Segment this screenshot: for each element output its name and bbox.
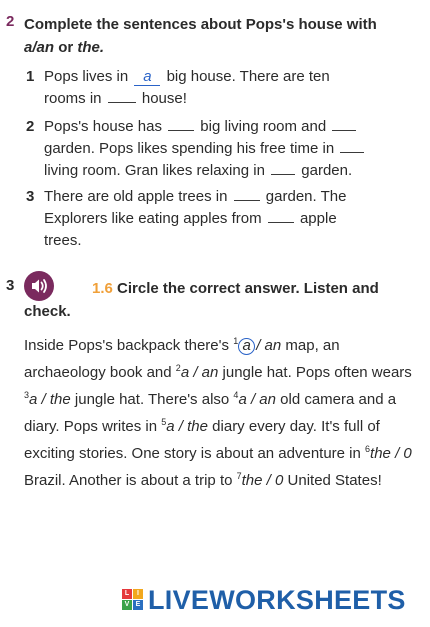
gap-number: 1 xyxy=(233,336,239,346)
item-text: garden. xyxy=(301,162,353,179)
exercise-3-title xyxy=(24,277,419,323)
item-text: apple xyxy=(299,210,337,227)
answer-blank[interactable]: a xyxy=(134,69,160,86)
answer-blank[interactable] xyxy=(234,186,260,201)
item-number: 1 xyxy=(26,68,35,85)
exercise-3-number: 3 xyxy=(6,277,15,294)
item-text: Pops lives in xyxy=(44,68,129,85)
paragraph-text: old camera and a diary. Pops writes in xyxy=(24,391,397,435)
item-text: big living room and xyxy=(200,118,327,135)
answer-blank[interactable] xyxy=(168,116,194,131)
item-text: rooms in xyxy=(44,90,102,107)
answer-option[interactable]: a / the xyxy=(166,418,208,435)
answer-option[interactable]: / an xyxy=(256,337,282,354)
paragraph-text: United States! xyxy=(287,472,382,489)
circled-answer[interactable]: a xyxy=(238,338,255,355)
answer-blank[interactable] xyxy=(268,208,294,223)
item-text: garden. The xyxy=(265,188,347,205)
exercise-2-title-the: the. xyxy=(77,39,105,56)
gap-number: 7 xyxy=(236,471,242,481)
logo-text: LIVEWORKSHEETS xyxy=(148,585,406,615)
paragraph-text: map, an archaeology book and xyxy=(24,337,340,381)
gap-number: 6 xyxy=(365,444,371,454)
item-text: living room. Gran likes relaxing in xyxy=(44,162,265,179)
exercise-2-number: 2 xyxy=(6,13,15,30)
logo-badge-letter: L xyxy=(122,589,132,599)
answer-option[interactable]: the / 0 xyxy=(241,472,284,489)
answer-option[interactable]: the / 0 xyxy=(370,445,412,462)
exercise-2-item-1 xyxy=(26,66,414,110)
paragraph-text: jungle hat. Pops often wears xyxy=(222,364,412,381)
gap-number: 2 xyxy=(175,363,181,373)
answer-blank[interactable] xyxy=(340,138,364,153)
exercise-3-paragraph xyxy=(24,330,419,492)
logo-badge-letter: I xyxy=(133,589,143,599)
answer-blank[interactable] xyxy=(271,160,295,175)
gap-number: 4 xyxy=(233,390,239,400)
logo-badge-letter: E xyxy=(133,600,143,610)
exercise-2-title-main: Complete the sentences about Pops's house with xyxy=(24,16,377,33)
item-text: trees. xyxy=(44,232,82,249)
item-text: There are old apple trees in xyxy=(44,188,228,205)
logo-badge-icon xyxy=(122,589,144,611)
answer-blank[interactable] xyxy=(332,116,356,131)
exercise-2-title-or: or xyxy=(58,39,74,56)
exercise-3-title-text: Circle the correct answer. Listen and check. xyxy=(24,280,379,320)
exercise-2-item-3 xyxy=(26,186,414,252)
exercise-2-title-options: a/an xyxy=(24,39,55,56)
gap-number: 3 xyxy=(24,390,30,400)
answer-option[interactable]: a / an xyxy=(238,391,276,408)
paragraph-text: Brazil. Another is about a trip to xyxy=(24,472,233,489)
gap-number: 5 xyxy=(161,417,167,427)
item-number: 2 xyxy=(26,118,35,135)
track-number: 1.6 xyxy=(92,280,113,297)
item-text: Pops's house has xyxy=(44,118,162,135)
paragraph-text: diary every day. It's full of exciting stories. One story is about an adventure in xyxy=(24,418,380,462)
paragraph-text: jungle hat. There's also xyxy=(74,391,230,408)
paragraph-text: Inside Pops's backpack there's xyxy=(24,337,230,354)
answer-option[interactable]: a / an xyxy=(180,364,219,381)
item-text: Explorers like eating apples from xyxy=(44,210,262,227)
answer-option[interactable]: a / the xyxy=(29,391,71,408)
answer-blank[interactable] xyxy=(108,88,136,103)
item-text: big house. There are ten xyxy=(166,68,330,85)
item-number: 3 xyxy=(26,188,35,205)
exercise-2-title xyxy=(24,13,419,59)
logo-badge-letter: V xyxy=(122,600,132,610)
exercise-2-item-2 xyxy=(26,116,424,182)
item-text: house! xyxy=(141,90,187,107)
item-text: garden. Pops likes spending his free time in xyxy=(44,140,335,157)
